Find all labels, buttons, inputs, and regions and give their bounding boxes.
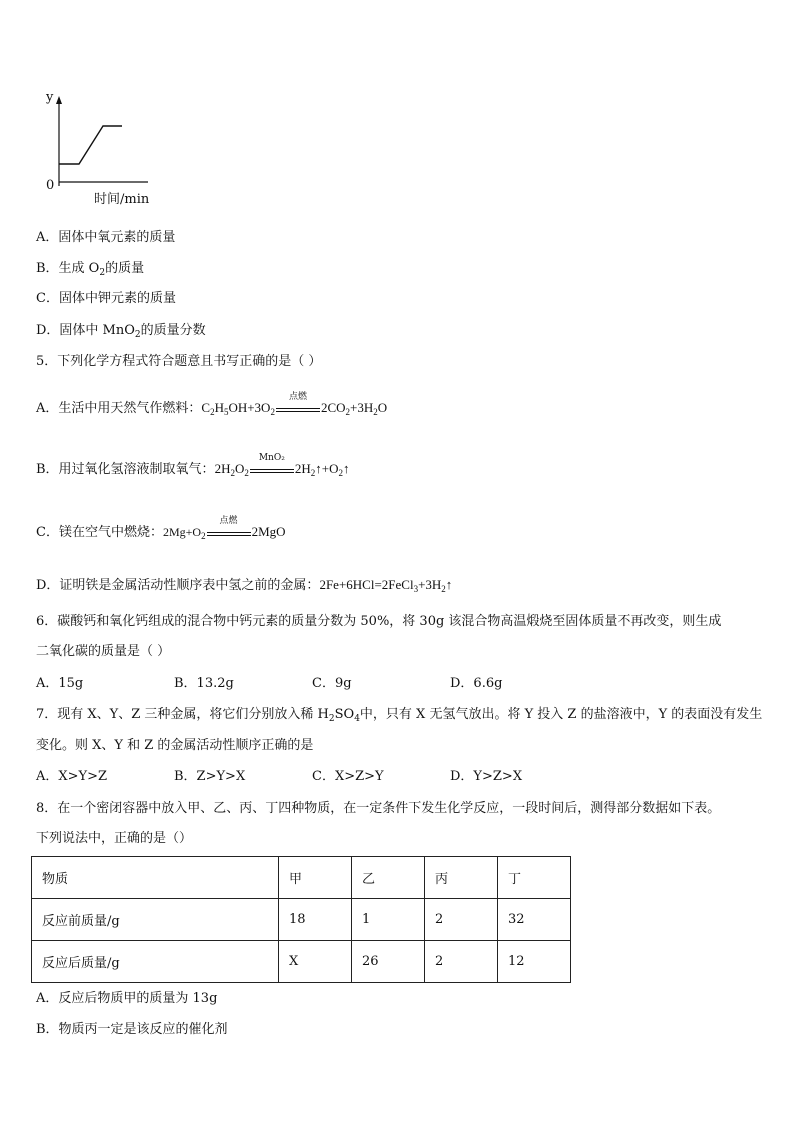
q5-option-c: C．镁在空气中燃烧：$2Mg+O_2$ 点燃 2MgO	[36, 515, 286, 541]
q6-stem-line2: 二氧化碳的质量是（ ）	[36, 644, 171, 659]
y-axis-arrow	[56, 96, 62, 104]
q6-options	[36, 675, 588, 693]
x-axis-label: 时间/min	[94, 192, 150, 207]
q7-option-c: C．X>Z>Y	[312, 769, 384, 784]
q7-stem-line1: 7．现有 X、Y、Z 三种金属，将它们分别放入稀 $H_2SO_4$中，只有 X 无氢气放出。将 Y 投入 Z 的盐溶液中，Y 的表面没有发生	[36, 707, 763, 724]
table-cell: 乙	[352, 857, 425, 899]
table-cell: 丁	[498, 857, 571, 899]
table-cell: 物质	[32, 857, 279, 899]
q8-option-a: A．反应后物质甲的质量为 13g	[36, 991, 218, 1006]
q7-option-a: A．X>Y>Z	[36, 769, 108, 784]
q6-option-a: A．15g	[36, 676, 84, 691]
q6-stem-line1: 6．碳酸钙和氧化钙组成的混合物中钙元素的质量分数为 50%，将 30g 该混合物高温煅烧至固体质量不再改变，则生成	[36, 614, 722, 629]
table-cell: X	[279, 941, 352, 983]
q5-option-d: D．证明铁是金属活动性顺序表中氢之前的金属：$2Fe+6HCl=2FeCl_3+3H_2↑$	[36, 577, 453, 594]
table-cell: 反应前质量/g	[32, 899, 279, 941]
table-cell: 甲	[279, 857, 352, 899]
q7-option-d: D．Y>Z>X	[450, 769, 523, 784]
table-cell: 18	[279, 899, 352, 941]
q5-option-a: A．生活中用天然气作燃料：$C_2H_5OH+3O_2$ 点燃 $2CO_2+3H_2O$	[36, 391, 388, 417]
q6-option-b: B．13.2g	[174, 676, 234, 691]
table-cell: 反应后质量/g	[32, 941, 279, 983]
origin-label: 0	[46, 178, 55, 193]
q4-option-b: B．生成 $O_2$的质量	[36, 261, 145, 278]
table-row	[32, 941, 571, 983]
y-axis-label: y	[46, 90, 54, 105]
table-cell: 2	[425, 899, 498, 941]
q4-option-a: A．固体中氧元素的质量	[36, 230, 176, 245]
table-cell: 1	[352, 899, 425, 941]
q5-stem: 5．下列化学方程式符合题意且书写正确的是（ ）	[36, 354, 322, 369]
table-cell: 2	[425, 941, 498, 983]
table-cell: 26	[352, 941, 425, 983]
q7-option-b: B．Z>Y>X	[174, 769, 246, 784]
q7-stem-line2: 变化。则 X、Y 和 Z 的金属活动性顺序正确的是	[36, 738, 314, 753]
q8-data-table	[31, 856, 571, 983]
table-cell: 32	[498, 899, 571, 941]
q4-option-c: C．固体中钾元素的质量	[36, 291, 176, 306]
table-row	[32, 899, 571, 941]
q8-stem-line2: 下列说法中，正确的是（）	[36, 831, 193, 846]
graph-curve	[59, 126, 122, 164]
q6-option-c: C．9g	[312, 676, 352, 691]
table-header-row	[32, 857, 571, 899]
table-cell: 丙	[425, 857, 498, 899]
q8-option-b: B．物质丙一定是该反应的催化剂	[36, 1022, 228, 1037]
q5-option-b: B．用过氧化氢溶液制取氧气：$2H_2O_2$ MnO₂ $2H_2↑+O_2↑$	[36, 452, 350, 478]
q8-stem-line1: 8．在一个密闭容器中放入甲、乙、丙、丁四种物质，在一定条件下发生化学反应，一段时间后，测得部分数据如下表。	[36, 801, 721, 816]
q7-options	[36, 768, 588, 786]
table-cell: 12	[498, 941, 571, 983]
q4-option-d: D．固体中 MnO$_2$的质量分数	[36, 323, 206, 340]
q6-option-d: D．6.6g	[450, 676, 503, 691]
